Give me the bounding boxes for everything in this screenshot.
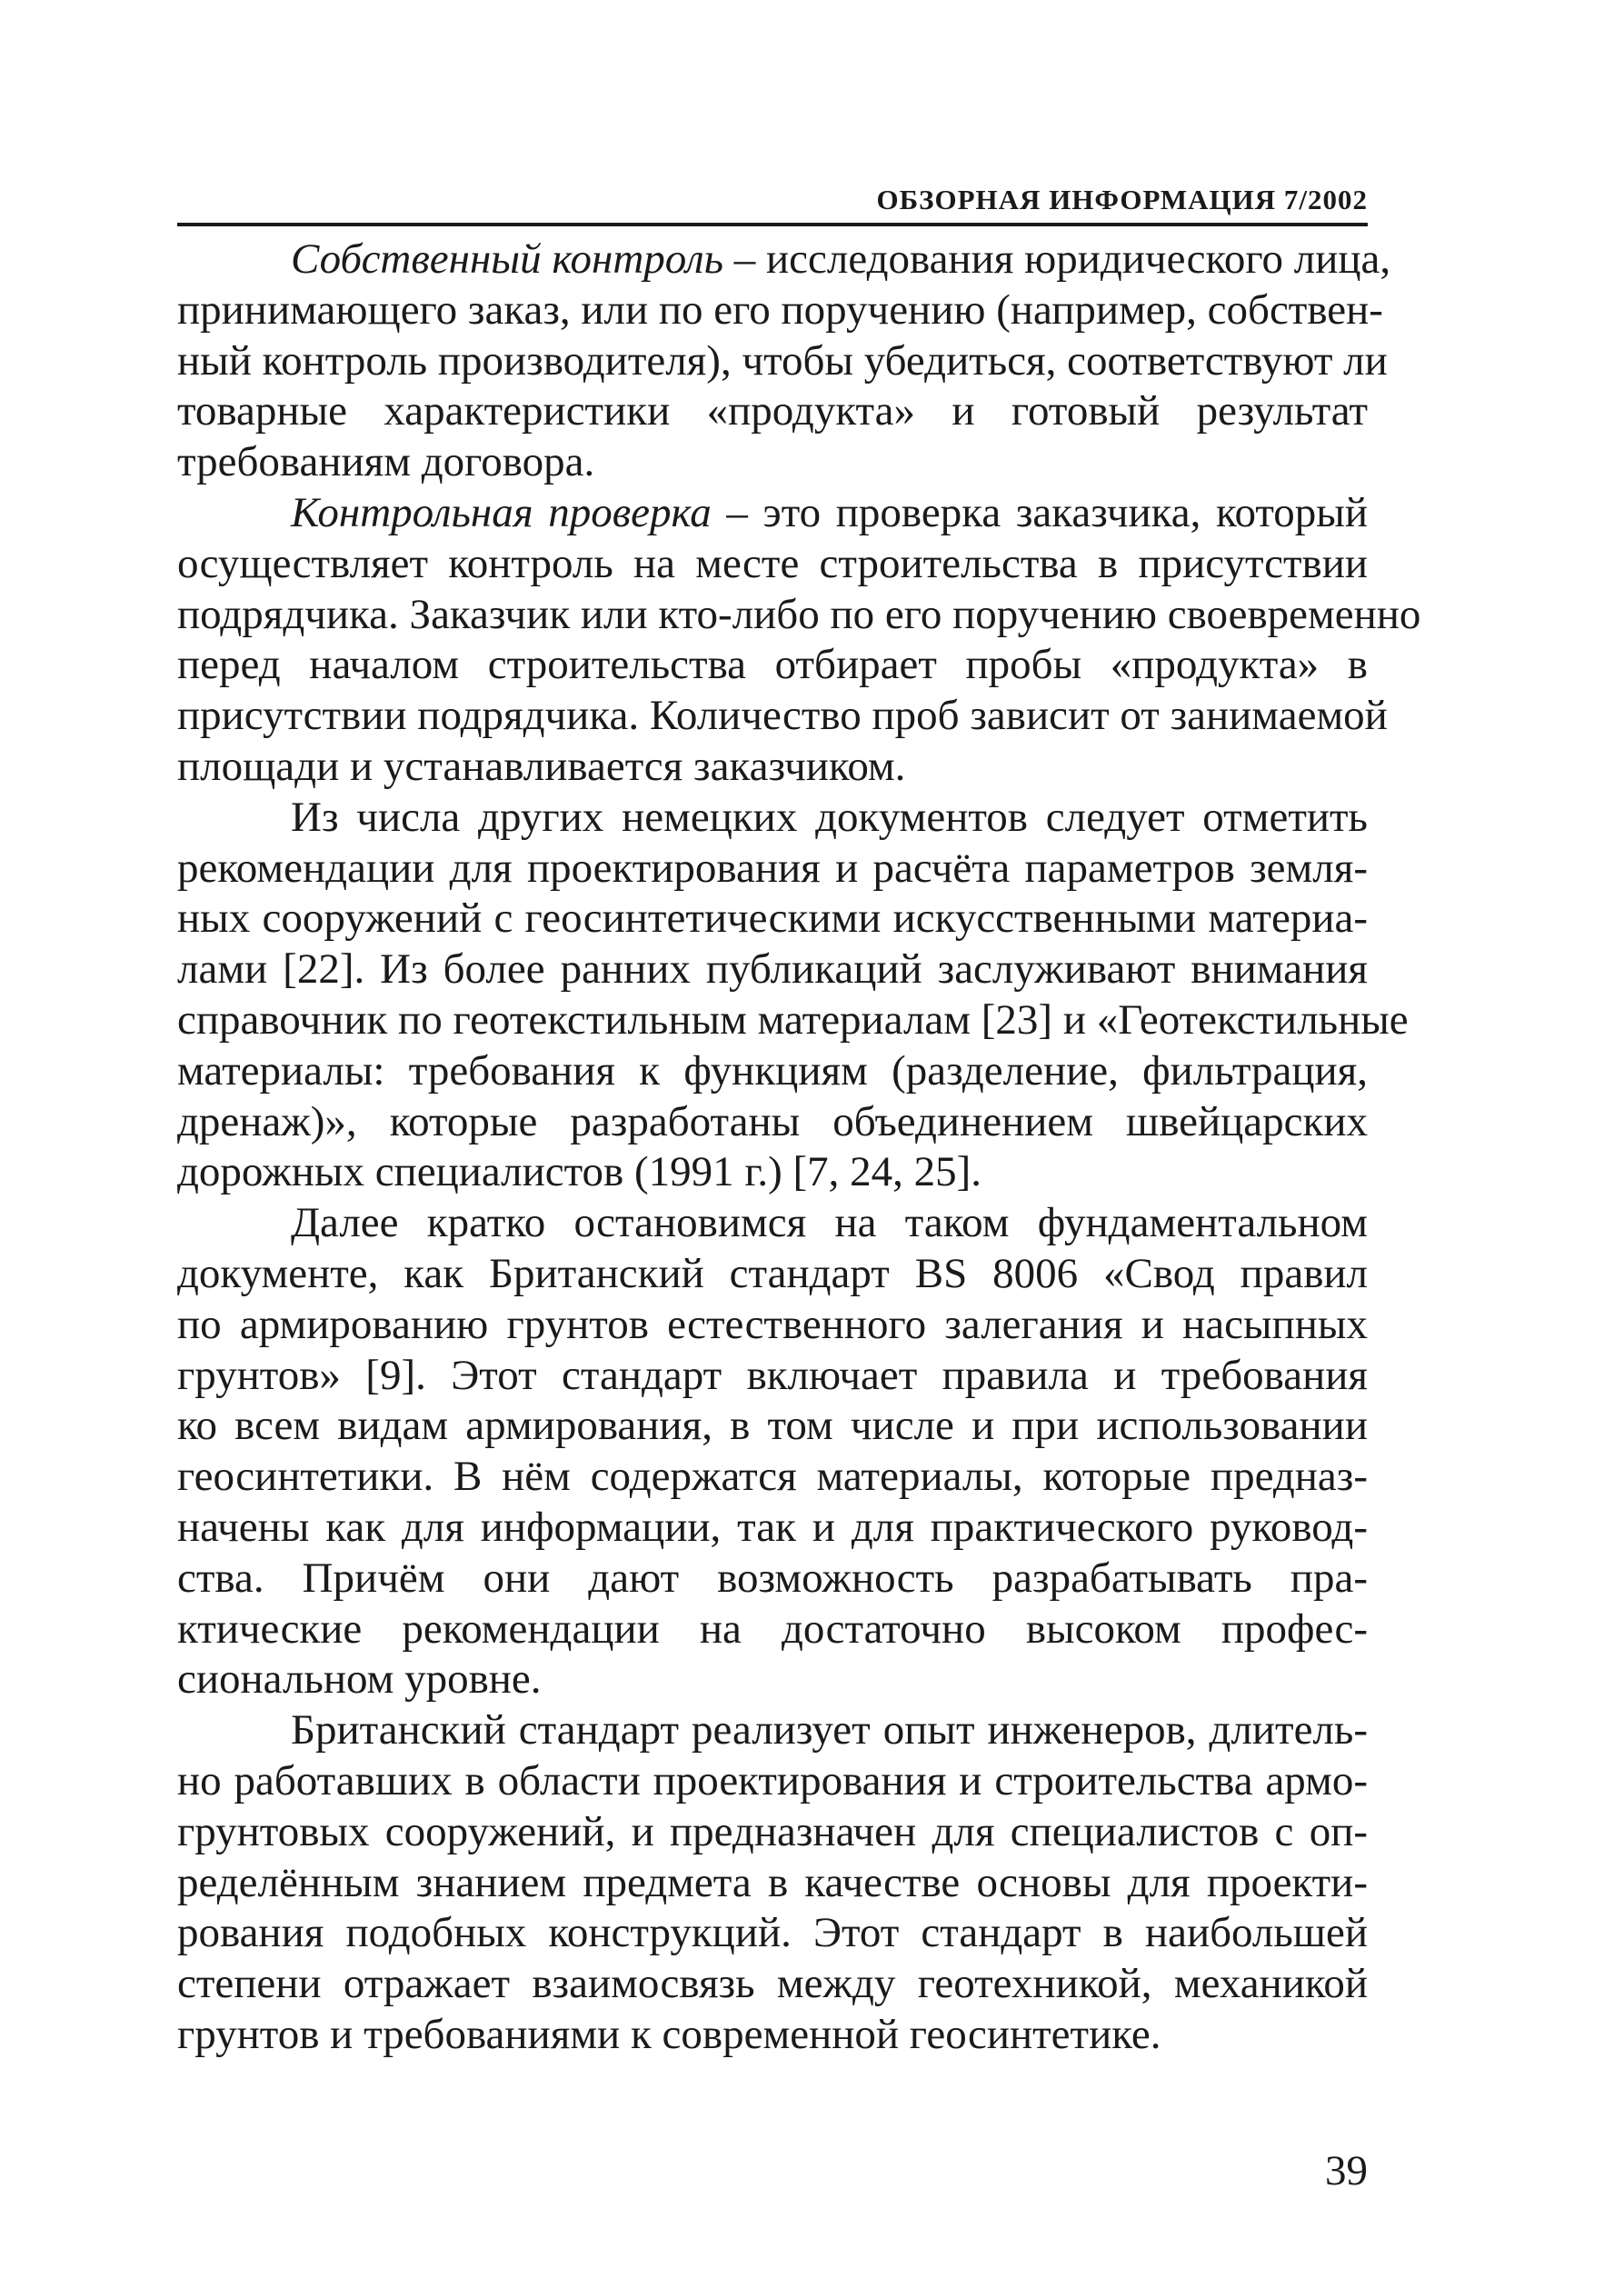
document-page <box>177 182 1421 2254</box>
line-text: – исследования юридического лица, <box>723 235 1391 283</box>
paragraph-line: по армированию грунтов естественного залегания и насыпных <box>177 1300 1368 1348</box>
paragraph-line: ный контроль производителя), чтобы убедиться, соответствуют ли <box>177 336 1388 385</box>
paragraph-line <box>177 488 1368 539</box>
paragraph-line: площади и устанавливается заказчиком. <box>177 742 906 790</box>
paragraph-line: ко всем видам армирования, в том числе и при использовании <box>177 1402 1368 1450</box>
paragraph-line: степени отражает взаимосвязь между геотехникой, механикой <box>177 1960 1368 2008</box>
paragraph-line: присутствии подрядчика. Количество проб зависит от занимаемой <box>177 692 1388 740</box>
page-number: 39 <box>1325 2147 1368 2194</box>
paragraph-line: ктические рекомендации на достаточно высоком профес- <box>177 1604 1368 1653</box>
paragraph-line: грунтов и требованиями к современной геосинтетике. <box>177 2010 1161 2058</box>
paragraph-line: подрядчика. Заказчик или кто-либо по его поручению своевременно <box>177 590 1421 638</box>
paragraph-line: грунтовых сооружений, и предназначен для специалистов с оп- <box>177 1807 1368 1855</box>
paragraph-line: перед началом строительства отбирает пробы «продукта» в <box>177 641 1368 689</box>
paragraph-line <box>177 235 1391 285</box>
paragraph-control-check <box>177 488 1421 793</box>
paragraph-line: рекомендации для проектирования и расчёта параметров земля- <box>177 844 1368 892</box>
paragraph-line: ства. Причём они дают возможность разрабатывать пра- <box>177 1554 1368 1602</box>
paragraph-line: сиональном уровне. <box>177 1655 542 1704</box>
paragraph-line: справочник по геотекстильным материалам [23] и «Геотекстильные <box>177 995 1409 1044</box>
paragraph-line: Далее кратко остановимся на таком фундаментальном <box>291 1199 1368 1247</box>
paragraph-line: дорожных специалистов (1991 г.) [7, 24, 25]. <box>177 1148 982 1196</box>
paragraph-line: товарные характеристики «продукта» и готовый результат <box>177 387 1368 435</box>
paragraph-german-documents <box>177 793 1409 1198</box>
paragraph-line: ределённым знанием предмета в качестве основы для проекти- <box>177 1858 1368 1906</box>
paragraph-line: принимающего заказ, или по его поручению (например, собствен- <box>177 285 1383 334</box>
header-rule <box>177 223 1368 226</box>
paragraph-line: но работавших в области проектирования и строительства армо- <box>177 1756 1368 1804</box>
paragraph-bs-8006 <box>177 1198 1368 1705</box>
defined-term: Собственный контроль <box>291 235 724 283</box>
paragraph-line: Британский стандарт реализует опыт инженеров, длитель- <box>291 1706 1368 1754</box>
paragraph-line: грунтов» [9]. Этот стандарт включает правила и требования <box>177 1351 1368 1399</box>
line-text: – это проверка заказчика, который <box>711 488 1369 536</box>
body-text <box>177 235 1421 2061</box>
running-header: ОБЗОРНАЯ ИНФОРМАЦИЯ 7/2002 <box>876 184 1368 215</box>
paragraph-own-control <box>177 235 1391 488</box>
paragraph-line: материалы: требования к функциям (разделение, фильтрация, <box>177 1046 1368 1095</box>
paragraph-line: дренаж)», которые разработаны объединением швейцарских <box>177 1097 1368 1145</box>
paragraph-line: требованиям договора. <box>177 438 595 486</box>
paragraph-line: ных сооружений с геосинтетическими искусственными материа- <box>177 895 1368 943</box>
defined-term: Контрольная проверка <box>291 488 712 536</box>
paragraph-line: начены как для информации, так и для практического руковод- <box>177 1503 1368 1551</box>
paragraph-line: рования подобных конструкций. Этот стандарт в наибольшей <box>177 1909 1368 1957</box>
paragraph-line: лами [22]. Из более ранних публикаций заслуживают внимания <box>177 945 1368 994</box>
paragraph-british-standard <box>177 1705 1368 2061</box>
paragraph-line: Из числа других немецких документов следует отметить <box>291 793 1368 841</box>
paragraph-line: документе, как Британский стандарт BS 8006 «Свод правил <box>177 1249 1368 1297</box>
paragraph-line: осуществляет контроль на месте строительства в присутствии <box>177 539 1368 587</box>
paragraph-line: геосинтетики. В нём содержатся материалы, которые предназ- <box>177 1453 1368 1501</box>
